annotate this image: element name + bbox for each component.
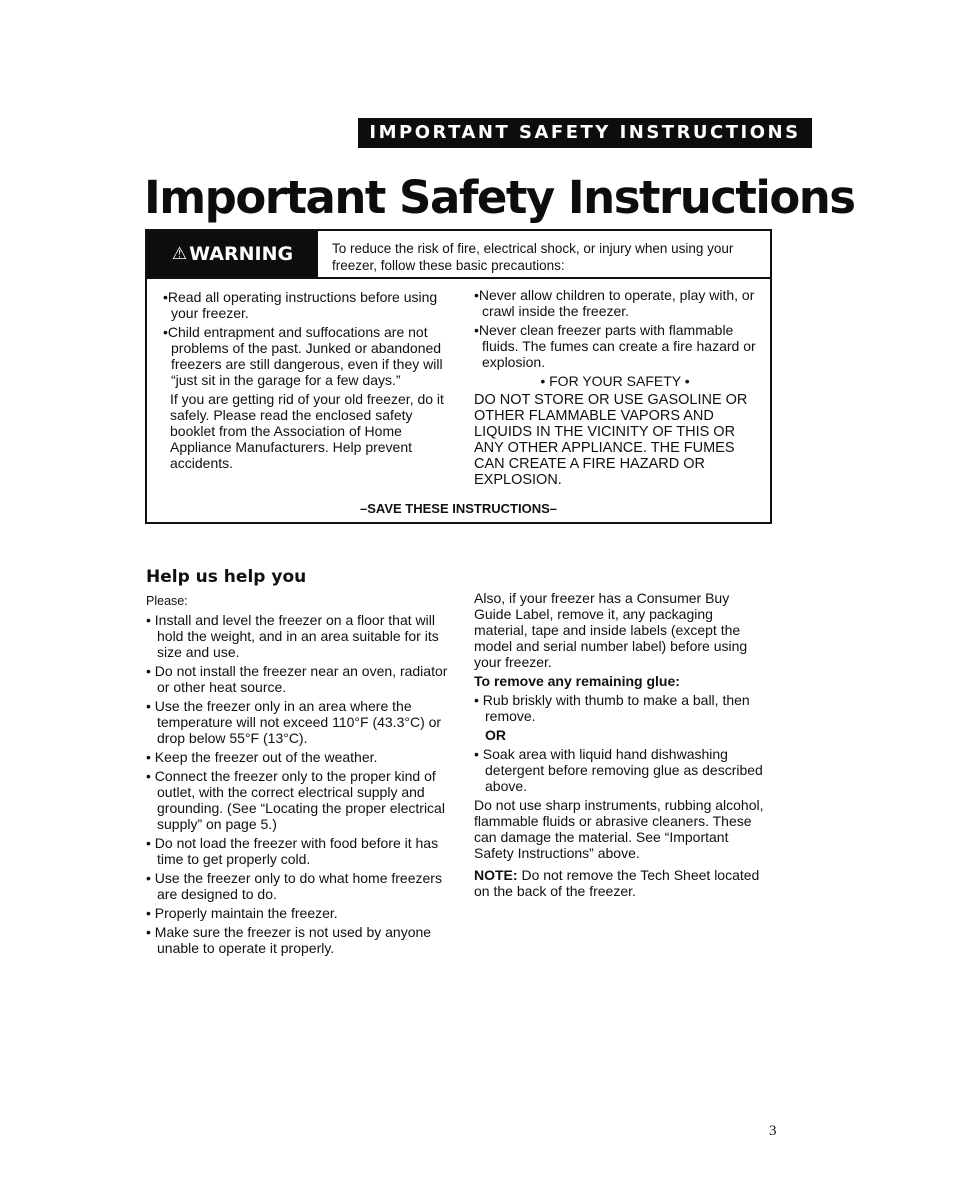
help-bullet: • Keep the freezer out of the weather.: [146, 749, 378, 765]
note-paragraph: [474, 867, 766, 899]
help-bullet: • Make sure the freezer is not used by anyone unable to operate it properly.: [146, 924, 432, 956]
also-paragraph: Also, if your freezer has a Consumer Buy Guide Label, remove it, any packaging material, tape and inside labels (except the model and serial number label) before using your freezer.: [474, 590, 748, 670]
page-number: 3: [769, 1123, 777, 1139]
help-bullet: • Install and level the freezer on a floor that will hold the weight, and in an area suitable for its size and use.: [146, 612, 439, 660]
help-heading: Help us help you: [146, 567, 307, 587]
warning-left-column: [163, 289, 445, 474]
help-left-column: [146, 593, 456, 959]
warning-right-bullet: •Never clean freezer parts with flammable fluids. The fumes can create a fire hazard or explosion.: [474, 322, 756, 370]
sharp-paragraph: Do not use sharp instruments, rubbing alcohol, flammable fluids or abrasive cleaners. These can damage the material. See “Important Safety Instructions” above.: [474, 797, 764, 861]
save-instructions: –SAVE THESE INSTRUCTIONS–: [360, 501, 557, 516]
warning-left-bullet: •Read all operating instructions before using your freezer.: [163, 289, 438, 321]
page-title: Important Safety Instructions: [144, 171, 855, 224]
safety-text: DO NOT STORE OR USE GASOLINE OR OTHER FLAMMABLE VAPORS AND LIQUIDS IN THE VICINITY OF THIS OR ANY OTHER APPLIANCE. THE FUMES CAN CREATE A FIRE HAZARD OR EXPLOSION.: [474, 392, 748, 488]
warning-intro: To reduce the risk of fire, electrical shock, or injury when using your freezer, follow these basic precautions:: [332, 241, 734, 273]
warning-label-text: WARNING: [189, 243, 294, 265]
section-banner: IMPORTANT SAFETY INSTRUCTIONS: [358, 118, 812, 148]
glue-bullet: • Rub briskly with thumb to make a ball, then remove.: [474, 692, 750, 724]
or-label: OR: [485, 727, 506, 743]
warning-box: [145, 229, 772, 524]
warning-label: [147, 231, 318, 277]
safety-heading: • FOR YOUR SAFETY •: [540, 373, 690, 389]
help-right-column: [474, 590, 766, 902]
help-bullet: • Use the freezer only in an area where the temperature will not exceed 110°F (43.3°C) or drop below 55°F (13°C).: [146, 698, 442, 746]
help-bullet: • Do not install the freezer near an oven, radiator or other heat source.: [146, 663, 448, 695]
warning-left-bullet: •Child entrapment and suffocations are not problems of the past. Junked or abandoned freezers are still dangerous, even if they will “just sit in the garage for a few days.”: [163, 324, 443, 388]
help-bullet: • Do not load the freezer with food before it has time to get properly cold.: [146, 835, 439, 867]
warning-divider: [147, 277, 770, 279]
warning-triangle-icon: ⚠: [171, 243, 188, 264]
note-label: NOTE:: [474, 867, 518, 883]
note-text: Do not remove the Tech Sheet located on the back of the freezer.: [474, 867, 760, 899]
warning-right-bullet: •Never allow children to operate, play with, or crawl inside the freezer.: [474, 287, 755, 319]
warning-left-paragraph: If you are getting rid of your old freezer, do it safely. Please read the enclosed safety booklet from the Association of Home Appliance Manufacturers. Help prevent accidents.: [170, 391, 444, 471]
glue-heading: To remove any remaining glue:: [474, 673, 680, 689]
glue-bullet: • Soak area with liquid hand dishwashing detergent before removing glue as described above.: [474, 746, 763, 794]
help-bullet: • Properly maintain the freezer.: [146, 905, 338, 921]
please-label: Please:: [146, 594, 188, 608]
help-bullet: • Connect the freezer only to the proper kind of outlet, with the correct electrical supply and grounding. (See “Locating the proper electrical supply” on page 5.): [146, 768, 445, 832]
warning-right-column: [474, 287, 756, 491]
help-bullet: • Use the freezer only to do what home freezers are designed to do.: [146, 870, 442, 902]
